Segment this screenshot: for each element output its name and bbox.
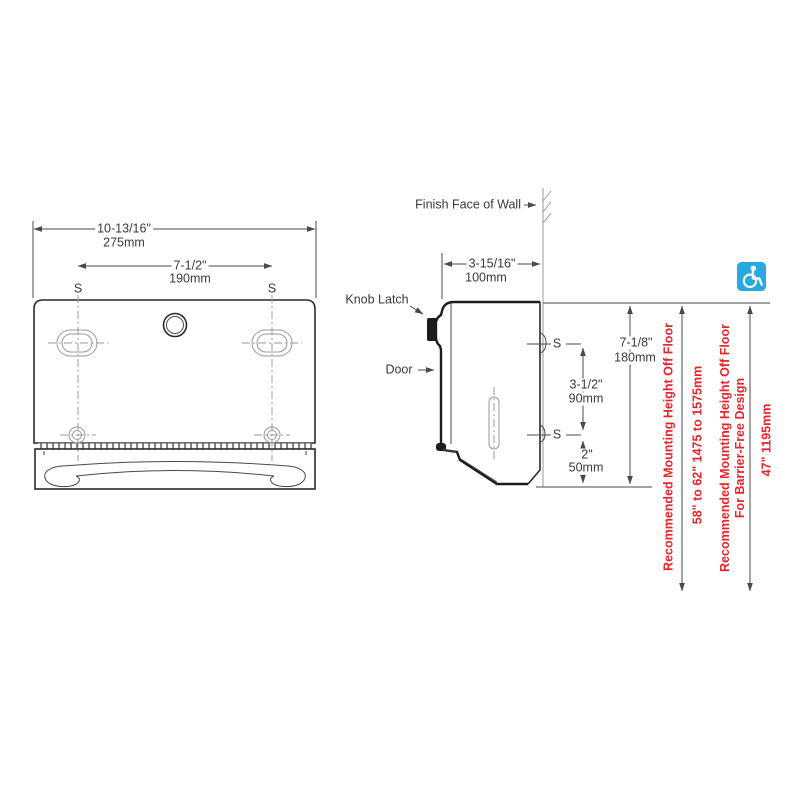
side-bottom-offset-inches: 2" <box>581 447 593 462</box>
front-stud-label-right: S <box>267 281 277 296</box>
side-view-wall <box>543 188 551 487</box>
side-view-body <box>427 302 546 484</box>
side-depth-inches: 3-15/16" <box>468 256 516 271</box>
side-height-mm: 180mm <box>614 350 656 365</box>
dispenser-dimension-drawing: 10-13/16" 275mm 7-1/2" 190mm S S Finish Face of Wall Knob Latch Door 3-15/16" 100mm S S 7-1/8" 180mm 3-1/2" 90mm 2" 50mm Recommended Mounting Height Off Floor 58" to 62" 1475 to 1575mm Recommended Mounting Height Off Floor For Barrier-Free Design 47" 1195mm <box>0 0 800 800</box>
front-view-mounting-holes <box>48 295 302 461</box>
front-width-mm: 275mm <box>103 235 145 250</box>
wheelchair-accessibility-icon <box>737 262 766 291</box>
callout-arrows <box>410 205 536 370</box>
front-stud-label-left: S <box>73 281 83 296</box>
front-view-panel <box>34 300 315 489</box>
knob-latch-shape <box>427 318 437 341</box>
side-hole-spacing-mm: 90mm <box>568 391 604 406</box>
side-stud-label-bottom: S <box>552 427 562 442</box>
front-hole-spacing-mm: 190mm <box>169 271 211 286</box>
side-depth-mm: 100mm <box>465 270 507 285</box>
front-width-inches: 10-13/16" <box>97 221 151 236</box>
knob-latch-label: Knob Latch <box>345 292 409 307</box>
door-label: Door <box>385 362 413 377</box>
side-bottom-offset-mm: 50mm <box>568 460 604 475</box>
barrier-free-label-line2: For Barrier-Free Design <box>733 377 747 519</box>
side-height-inches: 7-1/8" <box>619 335 653 350</box>
finish-face-of-wall-label: Finish Face of Wall <box>415 197 521 212</box>
side-hole-spacing-inches: 3-1/2" <box>569 377 603 392</box>
front-hole-spacing-inches: 7-1/2" <box>173 258 207 273</box>
barrier-free-label-line1: Recommended Mounting Height Off Floor <box>718 324 732 572</box>
side-stud-label-top: S <box>552 336 562 351</box>
